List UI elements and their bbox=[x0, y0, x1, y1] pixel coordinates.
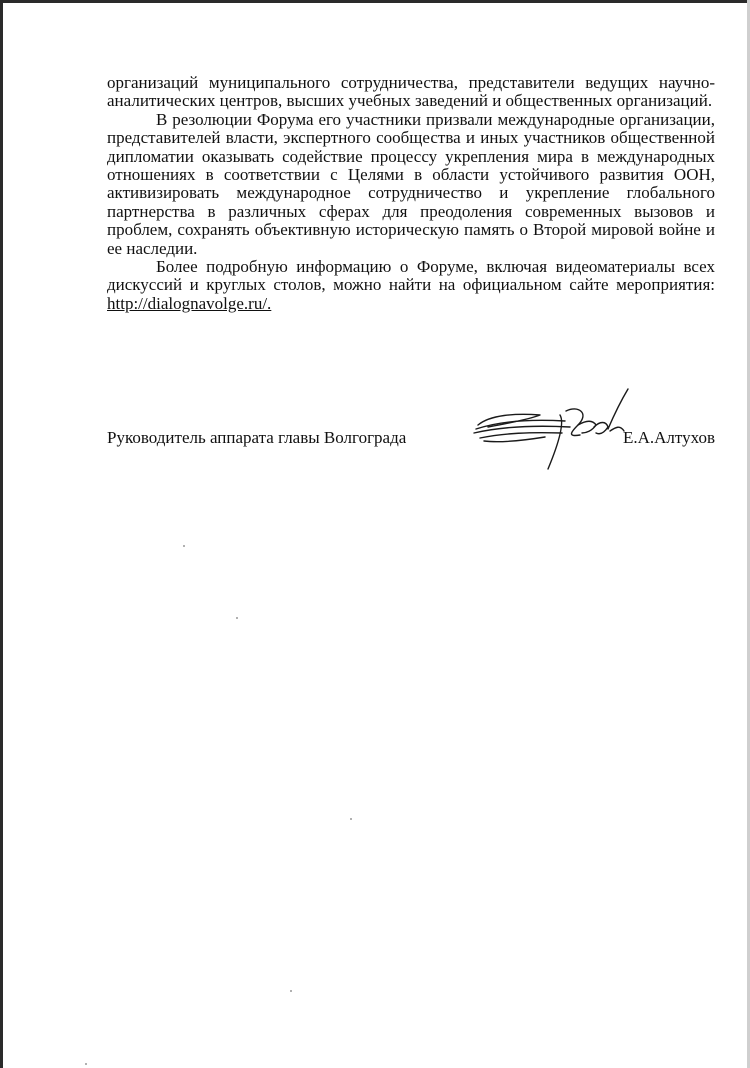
website-link[interactable]: http://dialognavolge.ru/. bbox=[107, 293, 272, 313]
paragraph-more-info bbox=[107, 258, 715, 313]
signatory-position: Руководитель аппарата главы Волгограда bbox=[107, 428, 407, 447]
paragraph-resolution: В резолюции Форума его участники призвали международные организации, представителей власти, экспертного сообщества и иных участников общественной дипломатии оказывать содействие процессу укрепления мира в международных отношениях в соответствии с Целями в области устойчивого развития ООН, активизировать международное сотрудничество и укрепление глобального партнерства в различных сферах для преодоления современных вызовов и проблем, сохранять объективную историческую память о Второй мировой войне и ее наследии. bbox=[107, 109, 715, 258]
signatory-name: Е.А.Алтухов bbox=[622, 428, 715, 447]
more-info-text: Более подробную информацию о Форуме, включая видеоматериалы всех дискуссий и круглых столов, можно найти на официальном сайте мероприятия: bbox=[107, 257, 715, 295]
scan-speck bbox=[236, 617, 238, 619]
scan-speck bbox=[183, 545, 185, 547]
scan-speck bbox=[85, 1063, 87, 1065]
letter-body bbox=[107, 74, 715, 313]
handwritten-signature bbox=[470, 385, 640, 475]
scan-speck bbox=[350, 818, 352, 820]
paragraph-continuation: организаций муниципального сотрудничества, представители ведущих научно-аналитических центров, высших учебных заведений и общественных организаций. bbox=[107, 73, 715, 111]
scan-border-top bbox=[0, 0, 750, 3]
scan-border-left bbox=[0, 0, 3, 1068]
scan-speck bbox=[290, 990, 292, 992]
